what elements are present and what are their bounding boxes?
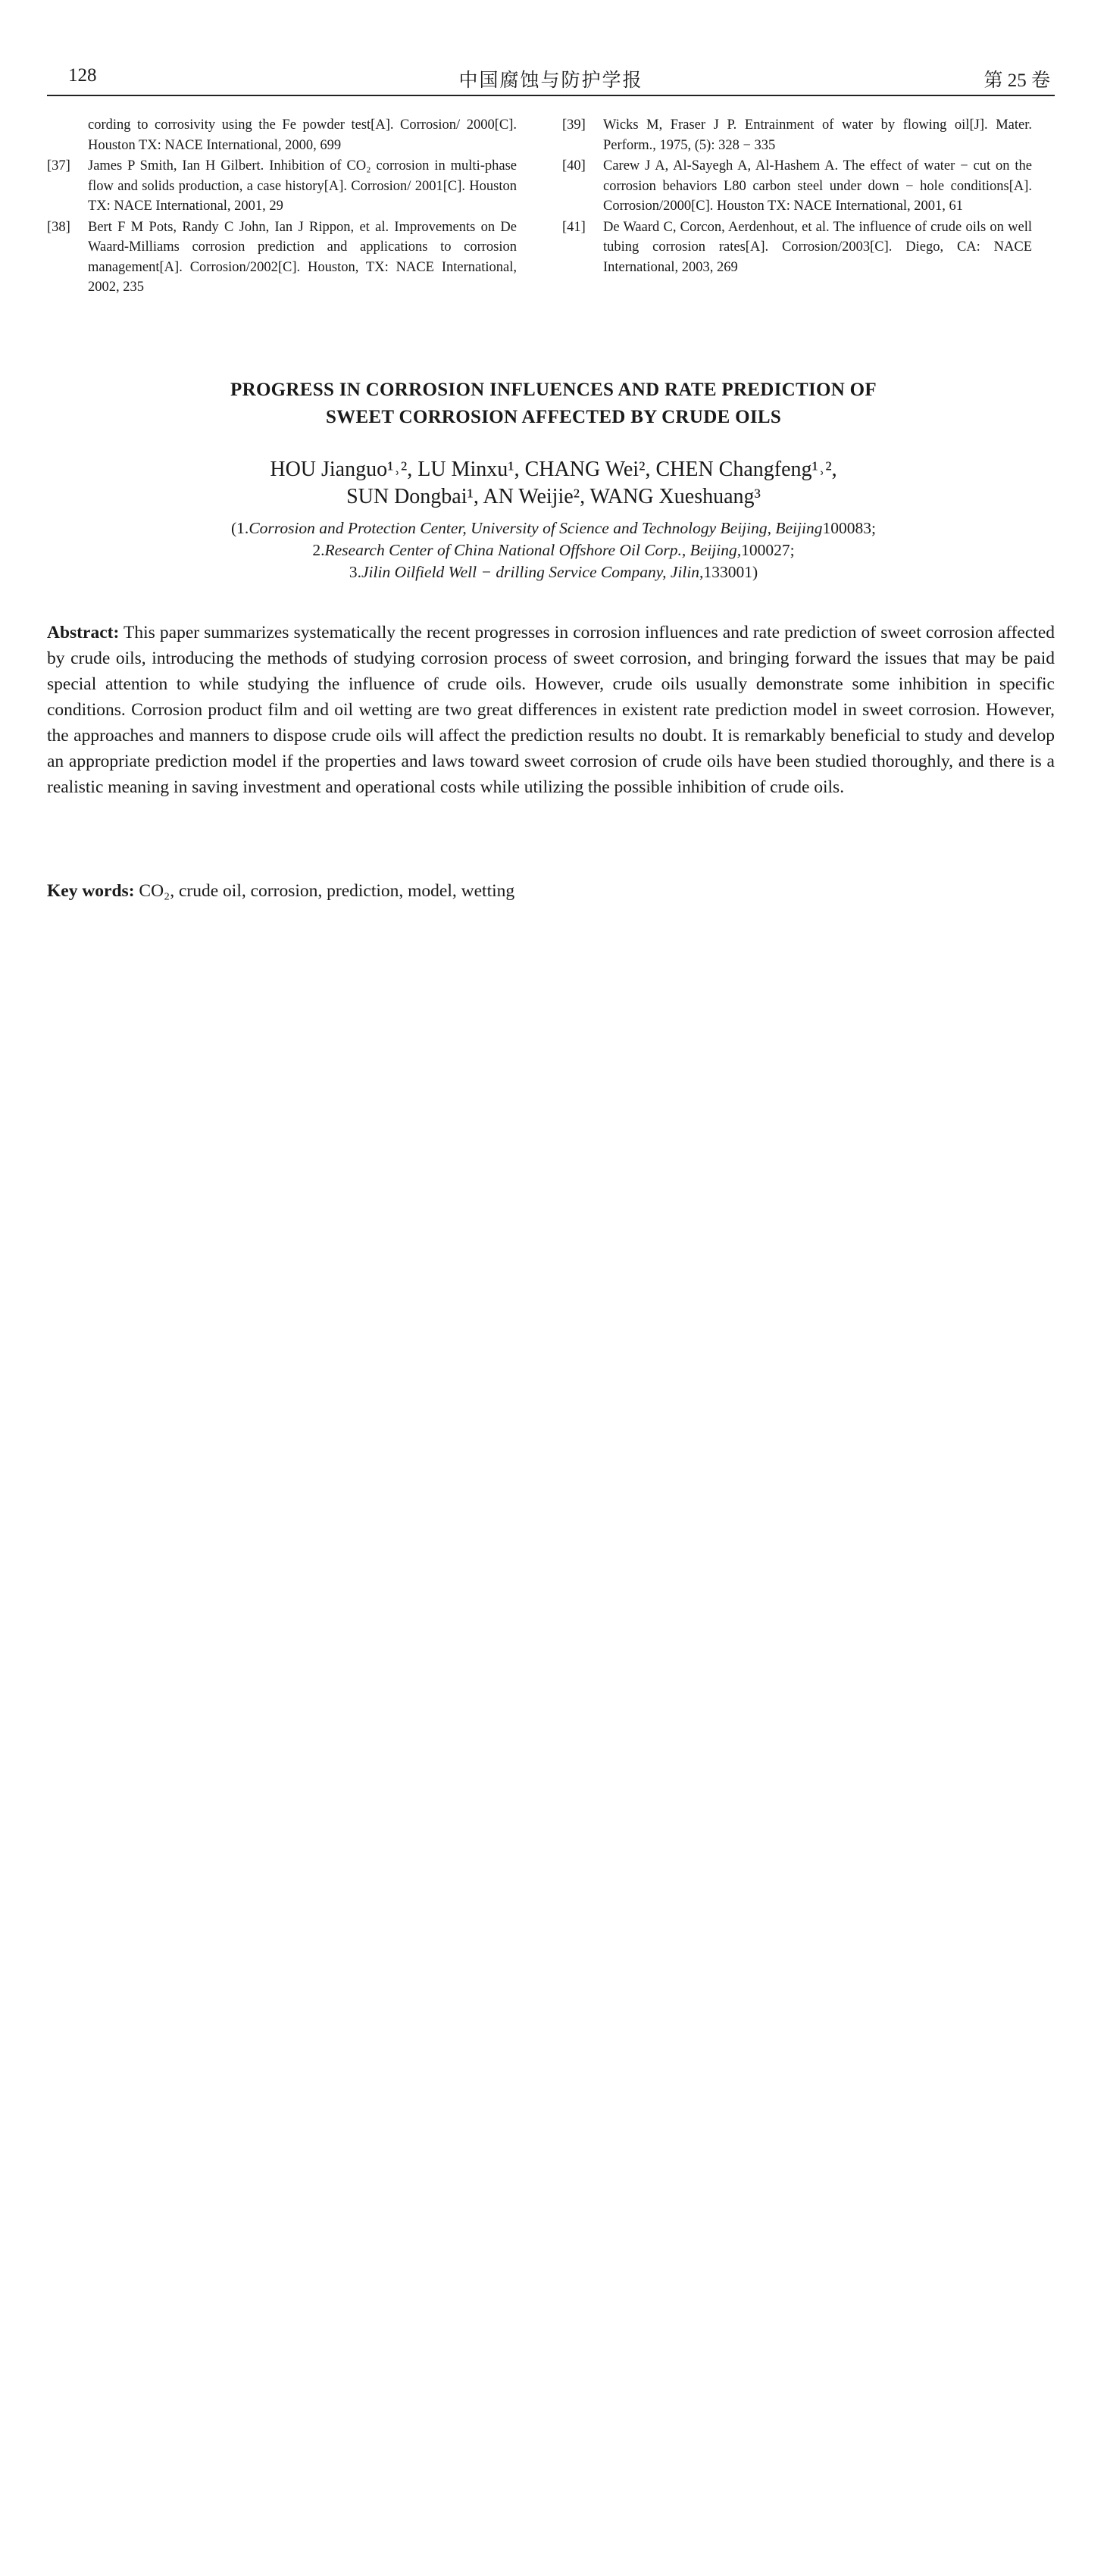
page-number: 128	[68, 65, 97, 86]
reference-number: [39]	[562, 117, 586, 133]
title-line-2: SWEET CORROSION AFFECTED BY CRUDE OILS	[325, 407, 782, 427]
reference-text: Wicks M, Fraser J P. Entrainment of water by flowing oil[J]. Mater. Perform., 1975, (5): 328 − 335	[603, 117, 1032, 153]
authors-line-1: HOU Jianguo¹˒², LU Minxu¹, CHANG Wei², CHEN Changfeng¹˒²,	[270, 458, 837, 481]
reference-number: [38]	[47, 219, 70, 235]
abstract-label: Abstract:	[47, 623, 120, 642]
affiliation-2: 2.Research Center of China National Offshore Oil Corp., Beijing,100027;	[312, 541, 795, 559]
reference-item	[47, 156, 517, 217]
reference-item	[562, 115, 1032, 155]
author-list	[76, 456, 1031, 511]
references-left-column	[47, 115, 517, 299]
reference-text: James P Smith, Ian H Gilbert. Inhibition of CO₂ corrosion in multi-phase flow and solids production, a case history[A]. Corrosion/ 2001[C]. Houston TX: NACE International, 2001, 29	[88, 158, 517, 214]
affiliation-3: 3.Jilin Oilfield Well − drilling Service Company, Jilin,133001)	[349, 563, 758, 581]
reference-number: [41]	[562, 219, 586, 235]
reference-item	[562, 156, 1032, 217]
keywords	[47, 878, 1055, 904]
reference-number: [37]	[47, 158, 70, 174]
reference-item	[47, 217, 517, 298]
keywords-label: Key words:	[47, 881, 135, 901]
running-header	[47, 65, 1055, 92]
journal-title: 中国腐蚀与防护学报	[458, 70, 643, 91]
abstract	[47, 620, 1055, 800]
reference-item	[562, 217, 1032, 278]
volume-label: 第 25 卷	[983, 70, 1050, 91]
affiliation-1: (1.Corrosion and Protection Center, University of Science and Technology Beijing, Beijing100083;	[231, 519, 876, 537]
header-rule	[47, 95, 1055, 96]
reference-number: [40]	[562, 158, 586, 174]
references-right-column	[562, 115, 1032, 278]
reference-text: Bert F M Pots, Randy C John, Ian J Rippon, et al. Improvements on De Waard-Milliams corrosion prediction and applications to corrosion management[A]. Corrosion/2002[C]. Houston, TX: NACE International, 2002, 235	[88, 219, 517, 295]
keywords-text: CO₂, crude oil, corrosion, prediction, model, wetting	[139, 881, 515, 901]
reference-text: cording to corrosivity using the Fe powder test[A]. Corrosion/ 2000[C]. Houston TX: NACE International, 2000, 699	[88, 117, 517, 153]
reference-text: De Waard C, Corcon, Aerdenhout, et al. The influence of crude oils on well tubing corrosion rates[A]. Corrosion/2003[C]. Diego, CA: NACE International, 2003, 269	[603, 219, 1032, 275]
paper-title	[76, 377, 1031, 431]
authors-line-2: SUN Dongbai¹, AN Weijie², WANG Xueshuang³	[346, 485, 761, 508]
affiliations	[76, 517, 1031, 583]
abstract-text: This paper summarizes systematically the recent progresses in corrosion influences and rate prediction of sweet corrosion affected by crude oils, introducing the methods of studying corrosion process of sweet corrosion, and bringing forward the issues that may be paid special attention to while studying the influence of crude oils. However, crude oils usually demonstrate some inhibition in specific conditions. Corrosion product film and oil wetting are two great differences in existent rate prediction model in sweet corrosion. However, the approaches and manners to dispose crude oils will affect the prediction results no doubt. It is remarkably beneficial to study and develop an appropriate prediction model if the properties and laws toward sweet corrosion of crude oils have been studied thoroughly, and there is a realistic meaning in saving investment and operational costs while utilizing the possible inhibition of crude oils.	[47, 623, 1055, 797]
reference-item	[47, 115, 517, 155]
title-line-1: PROGRESS IN CORROSION INFLUENCES AND RATE PREDICTION OF	[230, 380, 877, 400]
reference-text: Carew J A, Al-Sayegh A, Al-Hashem A. The effect of water − cut on the corrosion behaviors L80 carbon steel under down − hole conditions[A]. Corrosion/2000[C]. Houston TX: NACE International, 2001, 61	[603, 158, 1032, 214]
